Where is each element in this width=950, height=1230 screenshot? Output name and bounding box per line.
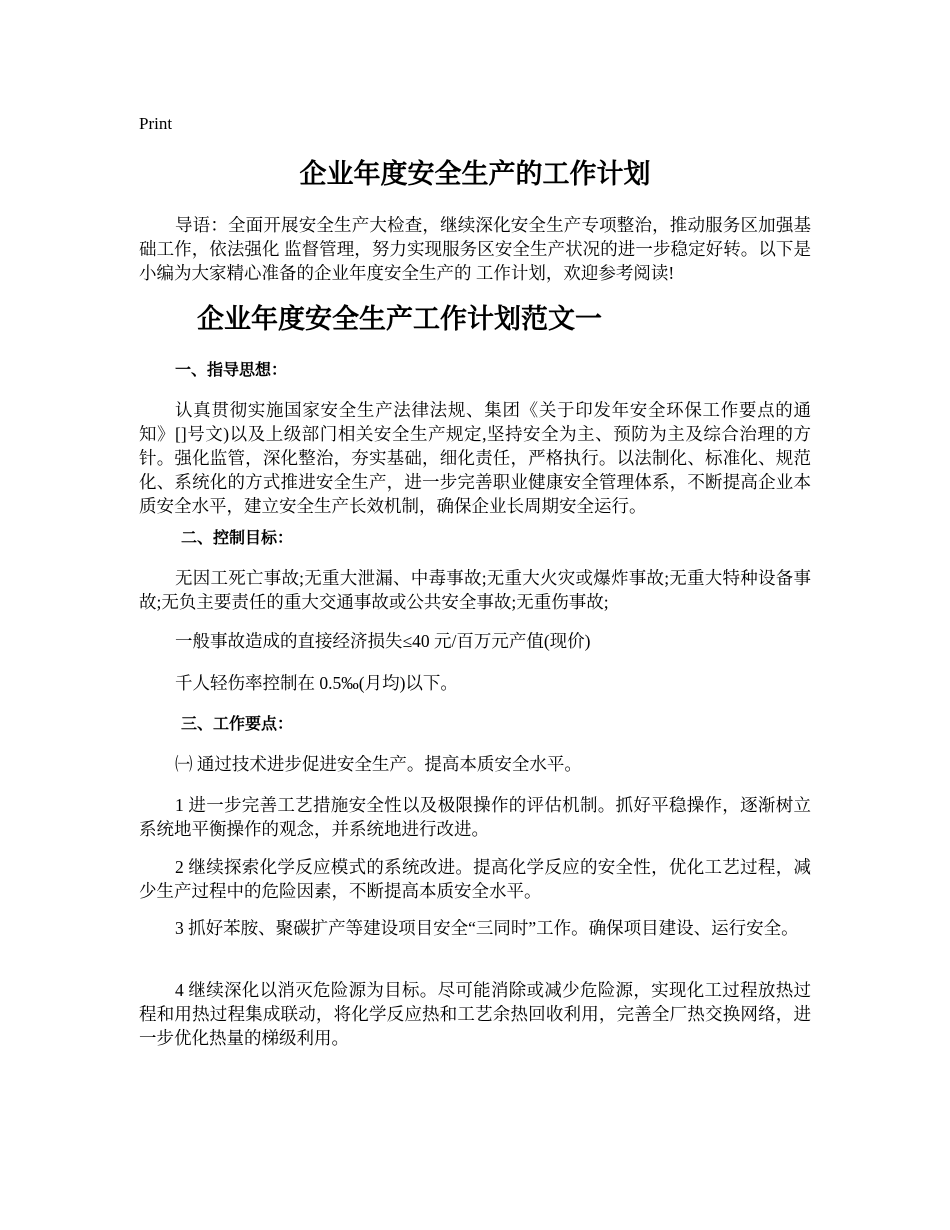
heading-work-points: 三、工作要点： xyxy=(181,714,294,733)
work-point-4: 4 继续深化以消灭危险源为目标。尽可能消除或减少危险源，实现化工过程放热过程和用热过程集成联动，将化学反应热和工艺余热回收利用，完善全厂热交换网络，进一步优化热量的梯级利用。 xyxy=(139,980,811,1048)
work-point-1: 1 进一步完善工艺措施安全性以及极限操作的评估机制。抓好平稳操作，逐渐树立系统地平衡操作的观念，并系统地进行改进。 xyxy=(139,795,811,839)
intro-paragraph: 导语：全面开展安全生产大检查，继续深化安全生产专项整治，推动服务区加强基础工作，依法强化 监督管理，努力实现服务区安全生产状况的进一步稳定好转。以下是小编为大家精心准备的企业年度安全生产的 工作计划，欢迎参考阅读! xyxy=(139,215,811,283)
heading-control: 二、控制目标： xyxy=(181,528,294,547)
work-point-3: 3 抓好苯胺、聚碳扩产等建设项目安全“三同时”工作。确保项目建设、运行安全。 xyxy=(175,918,799,938)
heading-guiding: 一、指导思想： xyxy=(175,360,288,379)
work-point-2: 2 继续探索化学反应模式的系统改进。提高化学反应的安全性，优化工艺过程，减少生产过程中的危险因素，不断提高本质安全水平。 xyxy=(139,857,811,901)
control-paragraph-2: 一般事故造成的直接经济损失≤40 元/百万元产值(现价) xyxy=(175,631,591,651)
document-title: 企业年度安全生产的工作计划 xyxy=(299,159,651,190)
control-paragraph-1: 无因工死亡事故;无重大泄漏、中毒事故;无重大火灾或爆炸事故;无重大特种设备事故;无负主要责任的重大交通事故或公共安全事故;无重伤事故; xyxy=(139,568,811,612)
work-point-main: ㈠ 通过技术进步促进安全生产。提高本质安全水平。 xyxy=(175,754,582,774)
control-paragraph-3: 千人轻伤率控制在 0.5‰(月均)以下。 xyxy=(175,673,458,693)
section-title: 企业年度安全生产工作计划范文一 xyxy=(197,304,602,335)
print-label: Print xyxy=(139,114,173,133)
guiding-paragraph: 认真贯彻实施国家安全生产法律法规、集团《关于印发年安全环保工作要点的通知》[]号文)以及上级部门相关安全生产规定,坚持安全为主、预防为主及综合治理的方针。强化监管，深化整治，夯实基础，细化责任，严格执行。以法制化、标准化、规范化、系统化的方式推进安全生产，进一步完善职业健康安全管理体系，不断提高企业本质安全水平，建立安全生产长效机制，确保企业长周期安全运行。 xyxy=(139,400,811,516)
